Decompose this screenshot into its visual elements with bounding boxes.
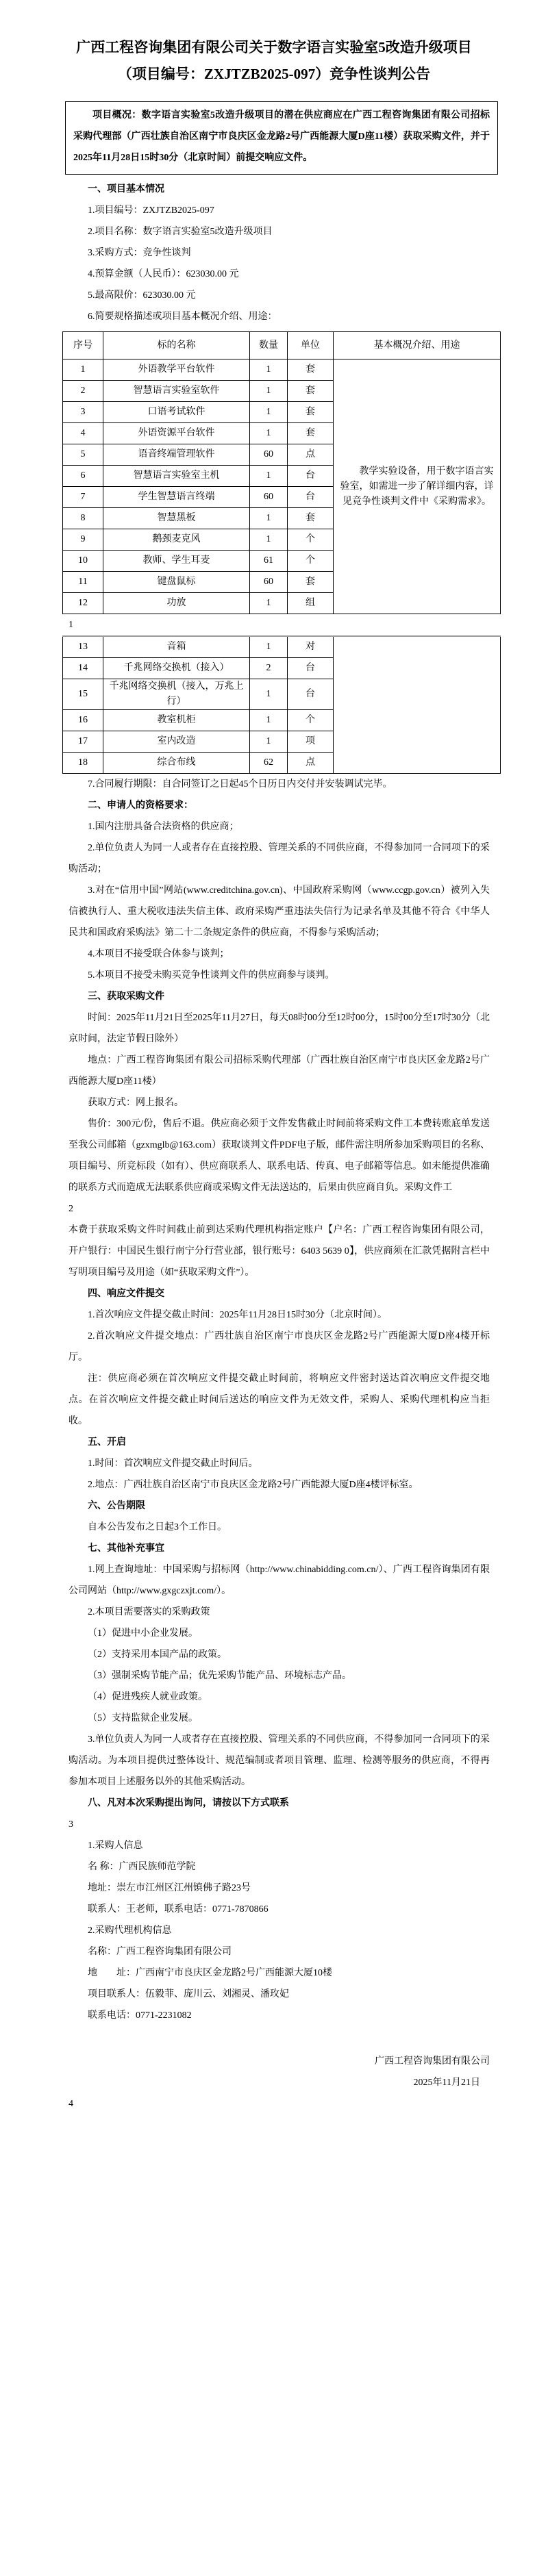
table-cell: 台 <box>288 487 334 508</box>
opening-place: 2.地点：广西壮族自治区南宁市良庆区金龙路2号广西能源大厦D座4楼评标室。 <box>88 1480 419 1490</box>
procurement-method: 3.采购方式：竞争性谈判 <box>88 248 191 258</box>
table-cell: 1 <box>250 423 288 444</box>
table-cell: 1 <box>250 731 288 753</box>
project-number: 1.项目编号：ZXJTZB2025-097 <box>88 205 214 216</box>
table-cell: 1 <box>250 679 288 710</box>
col-header-desc: 基本概况介绍、用途 <box>334 332 501 359</box>
doc-title-line1: 广西工程咨询集团有限公司关于数字语言实验室5改造升级项目 <box>76 39 472 55</box>
table-cell: 1 <box>250 402 288 423</box>
table-cell: 点 <box>288 753 334 774</box>
table-cell: 个 <box>288 710 334 731</box>
supplement-item: 2.本项目需要落实的采购政策 <box>88 1607 210 1617</box>
policy-item: （3）强制采购节能产品；优先采购节能产品、环境标志产品。 <box>88 1671 351 1681</box>
table-cell: 口语考试软件 <box>103 402 250 423</box>
table-cell: 60 <box>250 444 288 466</box>
purchaser-contact: 联系人：王老师，联系电话：0771-7870866 <box>88 1904 269 1915</box>
doc-price-paragraph-continued: 本费于获取采购文件时间截止前到达采购代理机构指定账户【户名：广西工程咨询集团有限公司，开户银行：中国民生银行南宁分行营业部，银行账号：6403 5639 0】，供应商须在汇款凭据附言栏中写明项目编号及用途（如“获取采购文件”）。 <box>68 1225 490 1278</box>
table-cell: 62 <box>250 753 288 774</box>
table-cell: 17 <box>63 731 103 753</box>
table-cell: 6 <box>63 466 103 487</box>
signature-block <box>68 2051 490 2093</box>
agency-contacts: 项目联系人：伍毅菲、庞川云、刘湘灵、潘玫妃 <box>88 1989 289 1999</box>
table-cell: 鹅颈麦克风 <box>103 529 250 551</box>
table-cell: 8 <box>63 508 103 529</box>
table-cell: 千兆网络交换机（接入，万兆上行） <box>103 679 250 710</box>
table-cell: 键盘鼠标 <box>103 572 250 593</box>
table-cell: 点 <box>288 444 334 466</box>
agency-name: 名称：广西工程咨询集团有限公司 <box>88 1947 232 1957</box>
table-cell: 7 <box>63 487 103 508</box>
table-cell: 音箱 <box>103 636 250 658</box>
policy-item: （2）支持采用本国产品的政策。 <box>88 1650 227 1660</box>
table-cell: 语音终端管理软件 <box>103 444 250 466</box>
table-cell: 室内改造 <box>103 731 250 753</box>
table-cell: 综合布线 <box>103 753 250 774</box>
table-cell: 功放 <box>103 593 250 614</box>
table-cell: 1 <box>250 381 288 402</box>
table-cell: 16 <box>63 710 103 731</box>
announcement-period: 自本公告发布之日起3个工作日。 <box>88 1522 227 1532</box>
table-cell: 1 <box>250 710 288 731</box>
section7-heading: 七、其他补充事宜 <box>88 1543 164 1554</box>
table-cell: 10 <box>63 551 103 572</box>
response-note: 注：供应商必须在首次响应文件提交截止时间前，将响应文件密封送达首次响应文件提交地点。在首次响应文件提交截止时间后送达的响应文件为无效文件，采购人、采购代理机构应当拒收。 <box>68 1374 490 1426</box>
doc-obtain-place: 地点：广西工程咨询集团有限公司招标采购代理部（广西壮族自治区南宁市良庆区金龙路2号广西能源大厦D座11楼） <box>68 1055 490 1087</box>
table-cell: 教师、学生耳麦 <box>103 551 250 572</box>
table-cell: 5 <box>63 444 103 466</box>
table-cell: 个 <box>288 529 334 551</box>
project-name: 2.项目名称：数字语言实验室5改造升级项目 <box>88 227 273 237</box>
table-cell: 12 <box>63 593 103 614</box>
purchaser-name: 名 称：广西民族师范学院 <box>88 1862 196 1872</box>
section8-heading: 八、凡对本次采购提出询问，请按以下方式联系 <box>88 1798 289 1808</box>
table-cell: 2 <box>250 658 288 679</box>
table-cell: 套 <box>288 359 334 381</box>
table-cell: 1 <box>250 529 288 551</box>
table-cell: 组 <box>288 593 334 614</box>
table-cell: 13 <box>63 636 103 658</box>
response-deadline: 1.首次响应文件提交截止时间：2025年11月28日15时30分（北京时间）。 <box>88 1310 387 1320</box>
table-cell: 1 <box>250 508 288 529</box>
agency-phone: 联系电话：0771-2231082 <box>88 2010 192 2021</box>
doc-obtain-time: 时间：2025年11月21日至2025年11月27日，每天08时00分至12时00分，15时00分至17时30分（北京时间，法定节假日除外） <box>68 1013 490 1044</box>
qualification-item: 5.本项目不接受未购买竞争性谈判文件的供应商参与谈判。 <box>88 970 335 981</box>
col-header-unit: 单位 <box>288 332 334 359</box>
section4-heading: 四、响应文件提交 <box>88 1289 164 1299</box>
table-cell: 智慧黑板 <box>103 508 250 529</box>
table-cell: 智慧语言实验室软件 <box>103 381 250 402</box>
table-desc-merged-cell: 教学实验设备，用于数字语言实验室，如需进一步了解详细内容，详见竞争性谈判文件中《采购需求》。 <box>334 359 501 614</box>
table-cell: 1 <box>250 466 288 487</box>
items-table-page1 <box>62 331 501 614</box>
table-cell: 套 <box>288 572 334 593</box>
budget-amount: 4.预算金额（人民币）：623030.00 元 <box>88 269 239 279</box>
spec-intro-label: 6.简要规格描述或项目基本概况介绍、用途： <box>88 312 277 322</box>
doc-title <box>0 0 548 88</box>
response-place: 2.首次响应文件提交地点：广西壮族自治区南宁市良庆区金龙路2号广西能源大厦D座4楼开标厅。 <box>68 1331 490 1363</box>
table-cell: 项 <box>288 731 334 753</box>
table-cell: 60 <box>250 487 288 508</box>
page-number-4: 4 <box>68 2099 73 2109</box>
qualification-item: 3.对在“信用中国”网站(www.creditchina.gov.cn)、中国政府采购网（www.ccgp.gov.cn）被列入失信被执行人、重大税收违法失信主体、政府采购严重违法失信行为记录名单及其他不符合《中华人民共和国政府采购法》第二十二条规定条件的供应商，不得参与采购活动； <box>68 885 490 938</box>
table-cell: 1 <box>63 359 103 381</box>
doc-price-paragraph: 售价：300元/份，售后不退。供应商必须于文件发售截止时间前将采购文件工本费转账底单发送至我公司邮箱（gzxmglb@163.com）获取谈判文件PDF电子版，邮件需注明所参加采购项目的名称、项目编号、所竞标段（如有）、供应商联系人、联系电话、传真、电子邮箱等信息。如未能提供准确的联系方式而造成无法联系供应商或采购文件无法送达的，后果由供应商自负。采购文件工 <box>68 1119 490 1193</box>
table-cell: 台 <box>288 679 334 710</box>
table-cell: 3 <box>63 402 103 423</box>
project-overview-box <box>65 101 498 175</box>
supplement-item: 1.网上查询地址：中国采购与招标网（http://www.chinabidding.com.cn/）、广西工程咨询集团有限公司网站（http://www.gxgczxjt.com/）。 <box>68 1565 490 1596</box>
doc-obtain-method: 获取方式：网上报名。 <box>88 1098 184 1108</box>
table-cell: 9 <box>63 529 103 551</box>
doc-title-line2: （项目编号：ZXJTZB2025-097）竞争性谈判公告 <box>117 66 431 82</box>
opening-time: 1.时间：首次响应文件提交截止时间后。 <box>88 1459 258 1469</box>
table-cell: 套 <box>288 508 334 529</box>
signature-company: 广西工程咨询集团有限公司 <box>375 2056 490 2067</box>
section1-heading: 一、项目基本情况 <box>88 184 164 194</box>
table-cell: 套 <box>288 423 334 444</box>
policy-item: （1）促进中小企业发展。 <box>88 1628 198 1639</box>
section2-heading: 二、申请人的资格要求： <box>88 800 193 811</box>
table-cell: 61 <box>250 551 288 572</box>
agency-info-label: 2.采购代理机构信息 <box>88 1925 172 1936</box>
table-row <box>63 359 501 381</box>
max-price: 5.最高限价：623030.00 元 <box>88 290 196 301</box>
section6-heading: 六、公告期限 <box>88 1501 145 1511</box>
table-cell: 2 <box>63 381 103 402</box>
qualification-item: 4.本项目不接受联合体参与谈判； <box>88 949 229 959</box>
signature-date: 2025年11月21日 <box>413 2078 480 2088</box>
table-cell: 套 <box>288 402 334 423</box>
table-cell: 11 <box>63 572 103 593</box>
table-cell: 1 <box>250 636 288 658</box>
agency-address: 地 址：广西南宁市良庆区金龙路2号广西能源大厦10楼 <box>88 1968 332 1978</box>
table-cell: 教室机柜 <box>103 710 250 731</box>
table-cell: 60 <box>250 572 288 593</box>
page-number-1: 1 <box>68 620 73 630</box>
table-cell: 14 <box>63 658 103 679</box>
qualification-item: 1.国内注册具备合法资格的供应商； <box>88 822 239 832</box>
table-cell: 外语教学平台软件 <box>103 359 250 381</box>
contract-period: 7.合同履行期限：自合同签订之日起45个日历日内交付并安装调试完毕。 <box>88 779 393 790</box>
section5-heading: 五、开启 <box>88 1437 126 1448</box>
page-number-2: 2 <box>68 1204 73 1214</box>
col-header-name: 标的名称 <box>103 332 250 359</box>
table-cell: 4 <box>63 423 103 444</box>
doc-body <box>0 101 548 2114</box>
table-cell: 智慧语言实验室主机 <box>103 466 250 487</box>
qualification-item: 2.单位负责人为同一人或者存在直接控股、管理关系的不同供应商，不得参加同一合同项下的采购活动； <box>68 843 490 874</box>
table-header-row <box>63 332 501 359</box>
table-cell: 套 <box>288 381 334 402</box>
items-table-page2 <box>62 635 501 774</box>
col-header-no: 序号 <box>63 332 103 359</box>
table-cell: 1 <box>250 593 288 614</box>
section3-heading: 三、获取采购文件 <box>88 992 164 1002</box>
table-cell: 1 <box>250 359 288 381</box>
policy-item: （5）支持监狱企业发展。 <box>88 1713 198 1723</box>
table-cell: 台 <box>288 466 334 487</box>
supplement-item: 3.单位负责人为同一人或者存在直接控股、管理关系的不同供应商，不得参加同一合同项下的采购活动。为本项目提供过整体设计、规范编制或者项目管理、监理、检测等服务的供应商，不得再参加本项目上述服务以外的其他采购活动。 <box>68 1734 490 1787</box>
purchaser-info-label: 1.采购人信息 <box>88 1841 143 1851</box>
project-overview-text: 项目概况：数字语言实验室5改造升级项目的潜在供应商应在广西工程咨询集团有限公司招标采购代理部（广西壮族自治区南宁市良庆区金龙路2号广西能源大厦D座11楼）获取采购文件，并于2025年11月28日15时30分（北京时间）前提交响应文件。 <box>73 110 490 163</box>
table-cell: 外语资源平台软件 <box>103 423 250 444</box>
table-cell: 学生智慧语言终端 <box>103 487 250 508</box>
table-cell: 台 <box>288 658 334 679</box>
purchaser-address: 地址：崇左市江州区江州镇佛子路23号 <box>88 1883 251 1893</box>
policy-item: （4）促进残疾人就业政策。 <box>88 1692 208 1702</box>
table-cell: 个 <box>288 551 334 572</box>
page-number-3: 3 <box>68 1819 73 1830</box>
table-cell: 对 <box>288 636 334 658</box>
table-cell: 千兆网络交换机（接入） <box>103 658 250 679</box>
table-cell: 15 <box>63 679 103 710</box>
table-row <box>63 636 501 658</box>
table-cell: 18 <box>63 753 103 774</box>
col-header-qty: 数量 <box>250 332 288 359</box>
table-desc-merged-cell-empty <box>334 636 501 774</box>
